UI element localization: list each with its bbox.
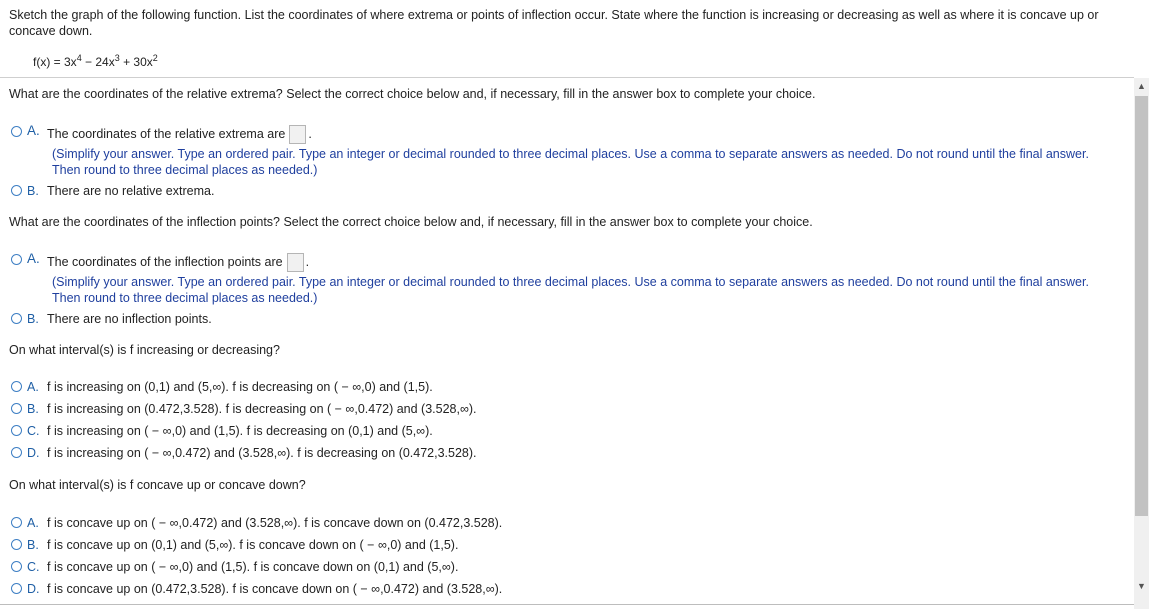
question-increasing: On what interval(s) is f increasing or decreasing? bbox=[9, 343, 280, 357]
scroll-up-icon[interactable]: ▲ bbox=[1137, 81, 1146, 91]
option-extrema-a[interactable]: A. The coordinates of the relative extrema are . bbox=[11, 125, 312, 144]
radio-button[interactable] bbox=[11, 447, 22, 458]
option-extrema-b[interactable]: B. There are no relative extrema. bbox=[11, 184, 214, 198]
radio-button[interactable] bbox=[11, 313, 22, 324]
question-concavity: On what interval(s) is f concave up or concave down? bbox=[9, 478, 306, 492]
radio-button[interactable] bbox=[11, 517, 22, 528]
separator bbox=[0, 77, 1134, 78]
radio-button[interactable] bbox=[11, 561, 22, 572]
option-concavity-c[interactable]: C. f is concave up on ( − ∞,0) and (1,5). f is concave down on (0,1) and (5,∞). bbox=[11, 560, 458, 574]
option-increasing-a[interactable]: A. f is increasing on (0,1) and (5,∞). f is decreasing on ( − ∞,0) and (1,5). bbox=[11, 380, 433, 394]
answer-box-extrema[interactable] bbox=[289, 125, 306, 144]
instructions: Sketch the graph of the following function. List the coordinates of where extrema or points of inflection occur. State where the function is increasing or decreasing as well as where it is concave up or concave down. bbox=[9, 8, 1099, 38]
question-inflection: What are the coordinates of the inflection points? Select the correct choice below and, if necessary, fill in the answer box to complete your choice. bbox=[9, 215, 813, 229]
radio-button[interactable] bbox=[11, 126, 22, 137]
radio-button[interactable] bbox=[11, 254, 22, 265]
radio-button[interactable] bbox=[11, 425, 22, 436]
hint-inflection: (Simplify your answer. Type an ordered pair. Type an integer or decimal rounded to three decimal places. Use a comma to separate answers as needed. Do not round until the final answer. Then round to three decimal places as needed.) bbox=[52, 275, 1089, 305]
radio-button[interactable] bbox=[11, 403, 22, 414]
radio-button[interactable] bbox=[11, 185, 22, 196]
option-concavity-a[interactable]: A. f is concave up on ( − ∞,0.472) and (3.528,∞). f is concave down on (0.472,3.528). bbox=[11, 516, 502, 530]
radio-button[interactable] bbox=[11, 583, 22, 594]
option-inflection-a[interactable]: A. The coordinates of the inflection points are . bbox=[11, 253, 309, 272]
scroll-down-icon[interactable]: ▼ bbox=[1137, 581, 1146, 591]
option-increasing-c[interactable]: C. f is increasing on ( − ∞,0) and (1,5). f is decreasing on (0,1) and (5,∞). bbox=[11, 424, 433, 438]
question-extrema: What are the coordinates of the relative extrema? Select the correct choice below and, if necessary, fill in the answer box to complete your choice. bbox=[9, 87, 816, 101]
vertical-scrollbar[interactable] bbox=[1134, 78, 1149, 609]
scrollbar-thumb[interactable] bbox=[1135, 96, 1148, 516]
hint-extrema: (Simplify your answer. Type an ordered pair. Type an integer or decimal rounded to three decimal places. Use a comma to separate answers as needed. Do not round until the final answer. Then round to three decimal places as needed.) bbox=[52, 147, 1089, 177]
option-inflection-b[interactable]: B. There are no inflection points. bbox=[11, 312, 212, 326]
answer-box-inflection[interactable] bbox=[287, 253, 304, 272]
bottom-divider bbox=[0, 604, 1134, 605]
option-concavity-d[interactable]: D. f is concave up on (0.472,3.528). f is concave down on ( − ∞,0.472) and (3.528,∞). bbox=[11, 582, 502, 596]
option-increasing-d[interactable]: D. f is increasing on ( − ∞,0.472) and (3.528,∞). f is decreasing on (0.472,3.528). bbox=[11, 446, 477, 460]
function-expression: $f(x) = 3x^4 - 24x^3 + 30x^2$ bbox=[33, 53, 158, 69]
option-increasing-b[interactable]: B. f is increasing on (0.472,3.528). f is decreasing on ( − ∞,0.472) and (3.528,∞). bbox=[11, 402, 477, 416]
radio-button[interactable] bbox=[11, 539, 22, 550]
radio-button[interactable] bbox=[11, 381, 22, 392]
option-concavity-b[interactable]: B. f is concave up on (0,1) and (5,∞). f is concave down on ( − ∞,0) and (1,5). bbox=[11, 538, 458, 552]
